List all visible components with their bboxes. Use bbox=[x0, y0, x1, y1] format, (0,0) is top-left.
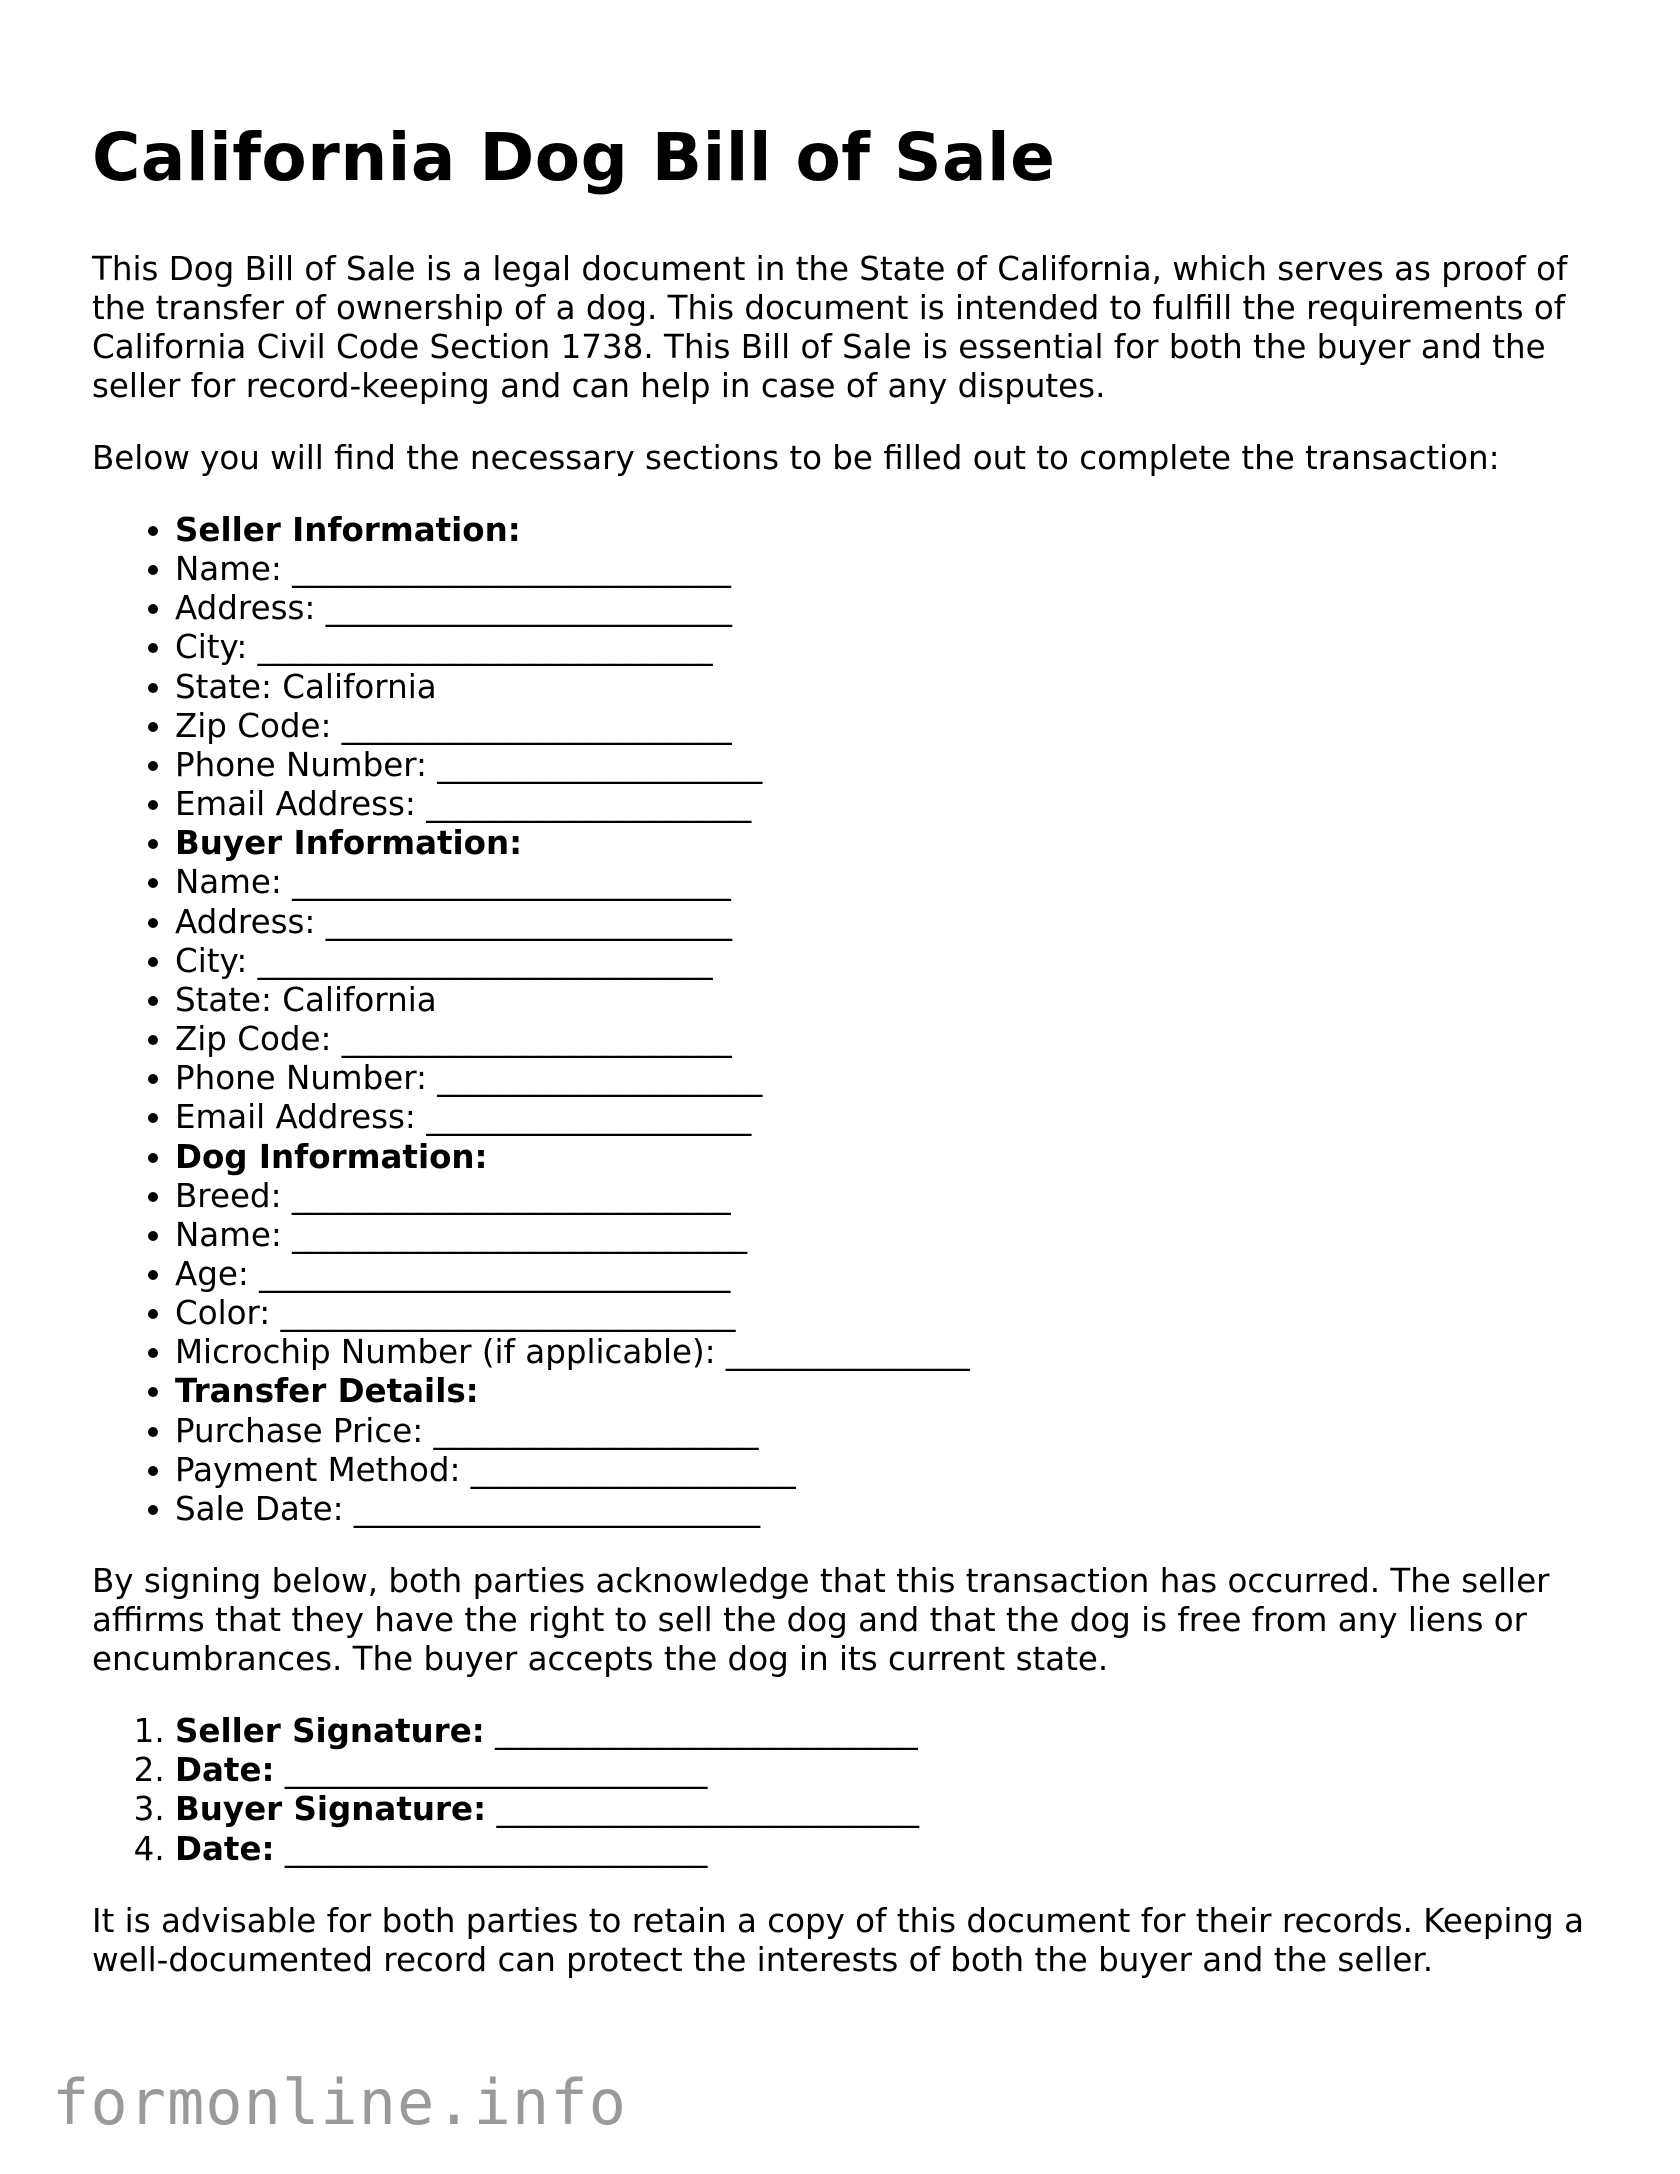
signature-label: Date: bbox=[175, 1751, 275, 1790]
form-field-item bbox=[175, 1333, 1592, 1372]
acknowledgement-paragraph: By signing below, both parties acknowledge that this transaction has occurred. The seller affirms that they have the right to sell the dog and that the dog is free from any liens or encumbrances. The buyer accepts the dog in its current state. bbox=[92, 1562, 1550, 1679]
form-field-item bbox=[175, 668, 1592, 707]
signature-item bbox=[175, 1830, 1592, 1869]
form-field-item bbox=[175, 863, 1592, 902]
signature-label: Date: bbox=[175, 1829, 275, 1868]
form-field-item bbox=[175, 1059, 1592, 1098]
form-field-item bbox=[175, 707, 1592, 746]
form-field-label: Purchase Price: ____________________ bbox=[175, 1411, 759, 1450]
signature-line: __________________________ bbox=[495, 1712, 918, 1751]
signature-list bbox=[92, 1712, 1592, 1869]
closing-paragraph: It is advisable for both parties to retain a copy of this document for their records. Keeping a well-documented record can protect the interests of both the buyer and the seller. bbox=[92, 1901, 1585, 1979]
form-field-label: Email Address: ____________________ bbox=[175, 1098, 752, 1137]
form-field-item bbox=[175, 1255, 1592, 1294]
form-field-item bbox=[175, 1412, 1592, 1451]
signature-item bbox=[175, 1790, 1592, 1829]
form-field-item bbox=[175, 942, 1592, 981]
signature-line: __________________________ bbox=[496, 1790, 919, 1829]
form-field-item bbox=[175, 628, 1592, 667]
form-field-item bbox=[175, 746, 1592, 785]
signature-line: __________________________ bbox=[284, 1751, 708, 1790]
form-field-label: Breed: ___________________________ bbox=[175, 1176, 731, 1215]
form-field-label: Zip Code: ________________________ bbox=[175, 1020, 732, 1059]
lead-in-paragraph: Below you will find the necessary sections to be filled out to complete the transaction: bbox=[92, 439, 1500, 477]
form-field-label: Zip Code: ________________________ bbox=[175, 706, 732, 745]
form-field-label: City: ____________________________ bbox=[175, 628, 713, 667]
form-field-label: Name: ___________________________ bbox=[175, 550, 731, 589]
form-field-label: Sale Date: _________________________ bbox=[175, 1489, 761, 1528]
form-field-item bbox=[175, 1451, 1592, 1490]
form-field-item bbox=[175, 1294, 1592, 1333]
field-list bbox=[92, 511, 1592, 1529]
form-field-label: Payment Method: ____________________ bbox=[175, 1450, 796, 1489]
form-field-item bbox=[175, 550, 1592, 589]
signature-item bbox=[175, 1751, 1592, 1790]
form-field-label: Microchip Number (if applicable): _______________ bbox=[175, 1333, 970, 1372]
intro-paragraph: This Dog Bill of Sale is a legal document in the State of California, which serves as proof of the transfer of ownership of a dog. This document is intended to fulfill the requirements of California Civil Code Section 1738. This Bill of Sale is essential for both the buyer and the seller for record-keeping and can help in case of any disputes. bbox=[92, 250, 1568, 405]
form-field-item bbox=[175, 1216, 1592, 1255]
section-heading-label: Dog Information: bbox=[175, 1137, 488, 1176]
section-heading bbox=[175, 1372, 1592, 1411]
form-field-label: Address: _________________________ bbox=[175, 902, 732, 941]
form-field-label: Phone Number: ____________________ bbox=[175, 1059, 763, 1098]
signature-label: Buyer Signature: bbox=[175, 1790, 487, 1829]
signature-item bbox=[175, 1712, 1592, 1751]
section-heading bbox=[175, 1138, 1592, 1177]
section-heading bbox=[175, 511, 1592, 550]
signature-label: Seller Signature: bbox=[175, 1712, 485, 1751]
document-page bbox=[92, 118, 1592, 2013]
form-field-item bbox=[175, 903, 1592, 942]
section-heading-label: Buyer Information: bbox=[175, 824, 523, 863]
signature-line: __________________________ bbox=[284, 1829, 708, 1868]
section-heading-label: Seller Information: bbox=[175, 511, 521, 549]
section-heading bbox=[175, 824, 1592, 863]
form-field-label: Color: ____________________________ bbox=[175, 1294, 736, 1333]
document-title: California Dog Bill of Sale bbox=[92, 119, 1056, 196]
form-field-label: Email Address: ____________________ bbox=[175, 785, 752, 824]
form-field-label: City: ____________________________ bbox=[175, 941, 713, 980]
form-field-item bbox=[175, 1020, 1592, 1059]
form-field-label: State: California bbox=[175, 667, 437, 706]
form-field-label: Age: _____________________________ bbox=[175, 1254, 731, 1293]
form-field-item bbox=[175, 589, 1592, 628]
form-field-item bbox=[175, 981, 1592, 1020]
form-field-label: Name: ___________________________ bbox=[175, 863, 731, 902]
form-field-item bbox=[175, 1490, 1592, 1529]
form-field-label: State: California bbox=[175, 980, 437, 1019]
section-heading-label: Transfer Details: bbox=[175, 1372, 479, 1411]
form-field-label: Phone Number: ____________________ bbox=[175, 745, 763, 784]
watermark: formonline.info bbox=[52, 2066, 627, 2139]
form-field-label: Address: _________________________ bbox=[175, 589, 732, 628]
form-field-item bbox=[175, 785, 1592, 824]
form-field-item bbox=[175, 1177, 1592, 1216]
form-field-label: Name: ____________________________ bbox=[175, 1215, 748, 1254]
form-field-item bbox=[175, 1098, 1592, 1137]
